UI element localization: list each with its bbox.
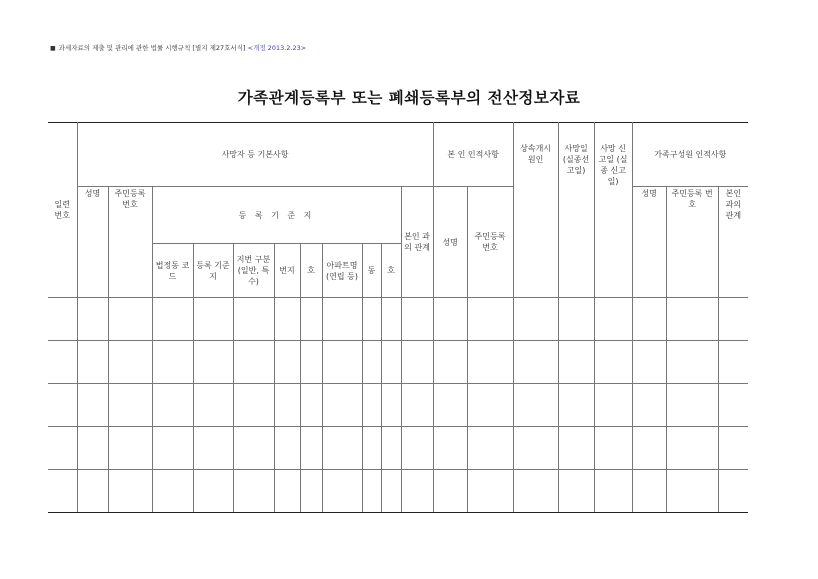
family-relation-header: 본인 과의 관계	[718, 187, 748, 298]
table-cell[interactable]	[381, 298, 401, 341]
table-cell[interactable]	[433, 470, 467, 513]
form-reference-note	[50, 43, 306, 52]
ho-header: 호	[300, 244, 322, 298]
table-cell[interactable]	[300, 427, 322, 470]
table-cell[interactable]	[666, 470, 718, 513]
table-cell[interactable]	[558, 384, 594, 427]
table-cell[interactable]	[108, 384, 152, 427]
table-cell[interactable]	[108, 470, 152, 513]
inheritance-cause-header: 상속개시 원인	[513, 123, 558, 298]
form-reference-text: 과세자료의 제출 및 관리에 관한 법률 시행규칙 [별지 제27호서식]	[58, 44, 246, 52]
self-resident-number-header: 주민등록 번호	[467, 187, 513, 298]
table-cell[interactable]	[594, 298, 632, 341]
dong-header: 동	[362, 244, 381, 298]
table-cell[interactable]	[467, 341, 513, 384]
table-cell[interactable]	[594, 341, 632, 384]
table-cell[interactable]	[381, 470, 401, 513]
table-cell[interactable]	[433, 341, 467, 384]
table-cell[interactable]	[77, 427, 108, 470]
table-cell[interactable]	[381, 384, 401, 427]
table-cell[interactable]	[48, 384, 77, 427]
table-cell[interactable]	[467, 298, 513, 341]
table-cell[interactable]	[558, 427, 594, 470]
table-cell[interactable]	[48, 427, 77, 470]
table-cell[interactable]	[152, 341, 193, 384]
table-cell[interactable]	[718, 470, 748, 513]
table-cell[interactable]	[108, 427, 152, 470]
lot-type-header: 지번 구분 (일반, 특수)	[233, 244, 274, 298]
table-cell[interactable]	[193, 470, 233, 513]
self-personal-info-header: 본 인 인적사항	[433, 123, 513, 187]
family-resident-number-header: 주민등록 번호	[666, 187, 718, 298]
registration-basis-header: 등 록 기 준 지	[152, 187, 401, 244]
table-row	[48, 427, 748, 470]
table-cell[interactable]	[233, 427, 274, 470]
table-cell[interactable]	[300, 384, 322, 427]
resident-number-header: 주민등록 번호	[108, 187, 152, 298]
relation-to-self-header: 본인 과의 관계	[401, 187, 433, 298]
family-member-info-header: 가족구성원 인적사항	[632, 123, 748, 187]
table-cell[interactable]	[274, 470, 300, 513]
table-cell[interactable]	[718, 341, 748, 384]
table-cell[interactable]	[513, 384, 558, 427]
table-cell[interactable]	[433, 427, 467, 470]
table-cell[interactable]	[300, 470, 322, 513]
table-cell[interactable]	[401, 384, 433, 427]
table-cell[interactable]	[193, 427, 233, 470]
table-cell[interactable]	[108, 341, 152, 384]
table-cell[interactable]	[274, 341, 300, 384]
table-cell[interactable]	[467, 427, 513, 470]
table-cell[interactable]	[666, 298, 718, 341]
family-name-header: 성명	[632, 187, 666, 298]
table-cell[interactable]	[513, 298, 558, 341]
revision-date: <개정 2013.2.23>	[247, 44, 307, 52]
table-cell[interactable]	[632, 341, 666, 384]
table-cell[interactable]	[108, 298, 152, 341]
table-row	[48, 470, 748, 513]
table-cell[interactable]	[718, 298, 748, 341]
table-cell[interactable]	[152, 427, 193, 470]
table-cell[interactable]	[381, 341, 401, 384]
table-cell[interactable]	[152, 384, 193, 427]
table-cell[interactable]	[718, 427, 748, 470]
death-report-date-header: 사망 신고일 (실종 신고일)	[594, 123, 632, 298]
table-cell[interactable]	[274, 427, 300, 470]
table-cell[interactable]	[77, 341, 108, 384]
legal-dong-code-header: 법정동 코드	[152, 244, 193, 298]
table-cell[interactable]	[233, 470, 274, 513]
table-cell[interactable]	[362, 427, 381, 470]
table-cell[interactable]	[322, 470, 362, 513]
table-cell[interactable]	[322, 298, 362, 341]
apartment-name-header: 아파트명 (연립 등)	[322, 244, 362, 298]
table-cell[interactable]	[300, 341, 322, 384]
table-cell[interactable]	[632, 427, 666, 470]
table-cell[interactable]	[233, 384, 274, 427]
table-cell[interactable]	[401, 298, 433, 341]
table-cell[interactable]	[718, 384, 748, 427]
table-cell[interactable]	[558, 470, 594, 513]
table-cell[interactable]	[632, 298, 666, 341]
table-cell[interactable]	[362, 384, 381, 427]
table-cell[interactable]	[193, 341, 233, 384]
table-cell[interactable]	[666, 384, 718, 427]
table-cell[interactable]	[433, 298, 467, 341]
table-cell[interactable]	[77, 384, 108, 427]
table-cell[interactable]	[274, 298, 300, 341]
table-cell[interactable]	[362, 298, 381, 341]
table-cell[interactable]	[401, 470, 433, 513]
table-cell[interactable]	[666, 427, 718, 470]
table-cell[interactable]	[48, 341, 77, 384]
serial-number-header: 일련 번호	[48, 123, 77, 298]
table-cell[interactable]	[467, 384, 513, 427]
data-form-table	[48, 122, 748, 513]
table-cell[interactable]	[77, 470, 108, 513]
table-cell[interactable]	[401, 341, 433, 384]
table-cell[interactable]	[513, 470, 558, 513]
table-row	[48, 384, 748, 427]
table-cell[interactable]	[322, 384, 362, 427]
table-cell[interactable]	[193, 298, 233, 341]
table-cell[interactable]	[513, 341, 558, 384]
table-cell[interactable]	[594, 470, 632, 513]
table-cell[interactable]	[193, 384, 233, 427]
table-cell[interactable]	[381, 427, 401, 470]
page-title: 가족관계등록부 또는 폐쇄등록부의 전산정보자료	[237, 89, 581, 107]
lot-number-header: 번지	[274, 244, 300, 298]
table-cell[interactable]	[467, 470, 513, 513]
table-cell[interactable]	[433, 384, 467, 427]
table-cell[interactable]	[594, 427, 632, 470]
bullet-icon: ■	[50, 45, 56, 52]
table-cell[interactable]	[233, 298, 274, 341]
table-cell[interactable]	[233, 341, 274, 384]
ho2-header: 호	[381, 244, 401, 298]
table-cell[interactable]	[632, 470, 666, 513]
table-cell[interactable]	[401, 427, 433, 470]
table-cell[interactable]	[322, 341, 362, 384]
table-cell[interactable]	[48, 470, 77, 513]
table-cell[interactable]	[48, 298, 77, 341]
table-cell[interactable]	[513, 427, 558, 470]
table-cell[interactable]	[558, 341, 594, 384]
table-cell[interactable]	[632, 384, 666, 427]
table-cell[interactable]	[77, 298, 108, 341]
table-cell[interactable]	[594, 384, 632, 427]
table-cell[interactable]	[362, 341, 381, 384]
table-cell[interactable]	[362, 470, 381, 513]
self-name-header: 성명	[433, 187, 467, 298]
table-cell[interactable]	[152, 470, 193, 513]
table-cell[interactable]	[666, 341, 718, 384]
table-row	[48, 341, 748, 384]
table-cell[interactable]	[274, 384, 300, 427]
deceased-basic-info-header: 사망자 등 기본사항	[77, 123, 433, 187]
table-row	[48, 298, 748, 341]
death-date-header: 사망일 (실종선고일)	[558, 123, 594, 298]
table-cell[interactable]	[152, 298, 193, 341]
table-cell[interactable]	[322, 427, 362, 470]
table-cell[interactable]	[558, 298, 594, 341]
registration-basis-place-header: 등록 기준지	[193, 244, 233, 298]
name-header: 성명	[77, 187, 108, 298]
table-cell[interactable]	[300, 298, 322, 341]
